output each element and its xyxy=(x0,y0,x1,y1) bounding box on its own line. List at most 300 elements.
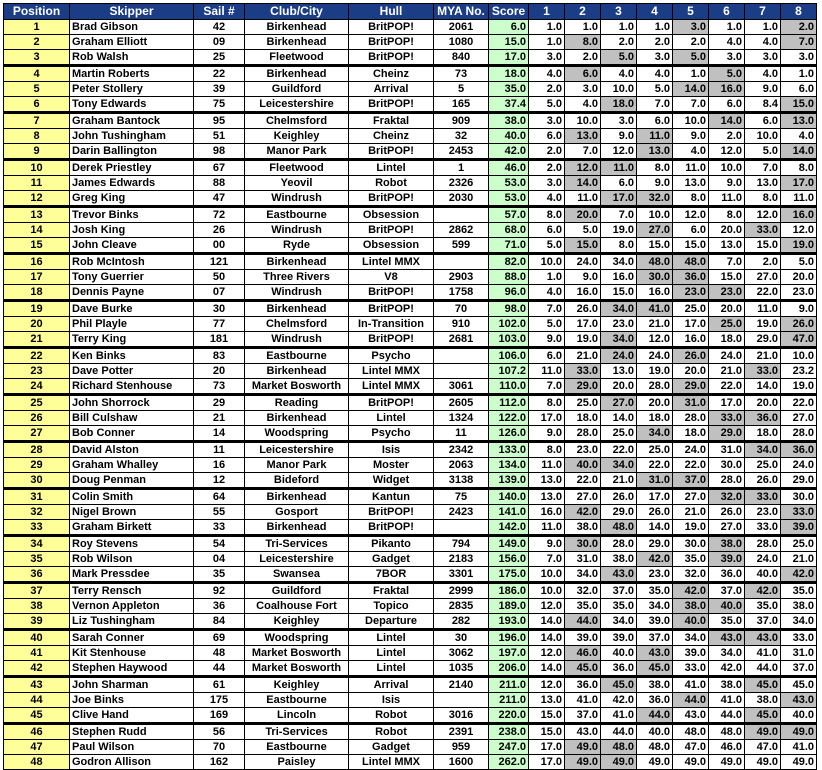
race-1-cell: 11.0 xyxy=(529,364,565,379)
club-city-cell: Manor Park xyxy=(245,144,349,160)
hull-cell: Gadget xyxy=(349,552,434,567)
results-table-container xyxy=(3,3,817,770)
hull-cell: BritPOP! xyxy=(349,50,434,66)
table-row xyxy=(4,223,817,238)
position-cell: 15 xyxy=(4,238,70,254)
position-cell: 14 xyxy=(4,223,70,238)
race-5-cell: 24.0 xyxy=(673,442,709,458)
score-cell: 211.0 xyxy=(489,677,529,693)
column-header-race-6: 6 xyxy=(709,4,745,20)
race-2-cell: 42.0 xyxy=(565,505,601,520)
race-5-cell: 33.0 xyxy=(673,661,709,677)
mya-number-cell: 2391 xyxy=(434,724,489,740)
race-4-cell: 40.0 xyxy=(637,724,673,740)
position-cell: 18 xyxy=(4,285,70,301)
mya-number-cell: 2862 xyxy=(434,223,489,238)
hull-cell: Arrival xyxy=(349,82,434,97)
skipper-cell: Vernon Appleton xyxy=(70,599,194,614)
race-1-cell: 6.0 xyxy=(529,223,565,238)
skipper-cell: John Cleave xyxy=(70,238,194,254)
race-7-cell: 38.0 xyxy=(745,693,781,708)
hull-cell: Widget xyxy=(349,473,434,489)
race-2-cell: 28.0 xyxy=(565,426,601,442)
race-4-cell: 18.0 xyxy=(637,411,673,426)
race-6-cell: 2.0 xyxy=(709,129,745,144)
skipper-cell: Joe Binks xyxy=(70,693,194,708)
hull-cell: Obsession xyxy=(349,207,434,223)
position-cell: 13 xyxy=(4,207,70,223)
sail-number-cell: 22 xyxy=(194,66,245,82)
race-6-cell: 39.0 xyxy=(709,552,745,567)
table-row xyxy=(4,693,817,708)
race-5-cell: 13.0 xyxy=(673,176,709,191)
race-7-cell: 21.0 xyxy=(745,348,781,364)
race-6-cell: 7.0 xyxy=(709,254,745,270)
race-1-cell: 17.0 xyxy=(529,755,565,770)
race-8-cell: 41.0 xyxy=(781,740,817,755)
race-1-cell: 5.0 xyxy=(529,97,565,113)
score-cell: 6.0 xyxy=(489,20,529,35)
hull-cell: Fraktal xyxy=(349,113,434,129)
sail-number-cell: 33 xyxy=(194,520,245,536)
race-7-cell: 14.0 xyxy=(745,379,781,395)
race-3-cell: 28.0 xyxy=(601,536,637,552)
mya-number-cell: 2453 xyxy=(434,144,489,160)
race-7-cell: 33.0 xyxy=(745,489,781,505)
sail-number-cell: 21 xyxy=(194,411,245,426)
skipper-cell: Graham Elliott xyxy=(70,35,194,50)
race-7-cell: 43.0 xyxy=(745,630,781,646)
score-cell: 193.0 xyxy=(489,614,529,630)
table-row xyxy=(4,505,817,520)
hull-cell: BritPOP! xyxy=(349,285,434,301)
race-6-cell: 38.0 xyxy=(709,677,745,693)
race-3-cell: 48.0 xyxy=(601,520,637,536)
column-header-race-7: 7 xyxy=(745,4,781,20)
race-4-cell: 35.0 xyxy=(637,583,673,599)
score-cell: 102.0 xyxy=(489,317,529,332)
race-8-cell: 19.0 xyxy=(781,238,817,254)
race-8-cell: 16.0 xyxy=(781,207,817,223)
race-2-cell: 20.0 xyxy=(565,207,601,223)
race-1-cell: 17.0 xyxy=(529,740,565,755)
score-cell: 122.0 xyxy=(489,411,529,426)
race-6-cell: 33.0 xyxy=(709,411,745,426)
race-4-cell: 44.0 xyxy=(637,708,673,724)
mya-number-cell: 2835 xyxy=(434,599,489,614)
table-row xyxy=(4,442,817,458)
skipper-cell: Dennis Payne xyxy=(70,285,194,301)
race-3-cell: 29.0 xyxy=(601,505,637,520)
race-2-cell: 7.0 xyxy=(565,144,601,160)
race-5-cell: 38.0 xyxy=(673,599,709,614)
skipper-cell: Doug Penman xyxy=(70,473,194,489)
race-3-cell: 9.0 xyxy=(601,129,637,144)
race-7-cell: 9.0 xyxy=(745,82,781,97)
mya-number-cell: 2681 xyxy=(434,332,489,348)
race-8-cell: 3.0 xyxy=(781,50,817,66)
score-cell: 42.0 xyxy=(489,144,529,160)
race-6-cell: 42.0 xyxy=(709,661,745,677)
skipper-cell: Clive Hand xyxy=(70,708,194,724)
race-3-cell: 44.0 xyxy=(601,724,637,740)
race-2-cell: 46.0 xyxy=(565,646,601,661)
hull-cell: Lintel MMX xyxy=(349,755,434,770)
hull-cell: BritPOP! xyxy=(349,20,434,35)
race-6-cell: 13.0 xyxy=(709,238,745,254)
table-row xyxy=(4,661,817,677)
table-row xyxy=(4,583,817,599)
race-2-cell: 39.0 xyxy=(565,630,601,646)
score-cell: 196.0 xyxy=(489,630,529,646)
position-cell: 37 xyxy=(4,583,70,599)
mya-number-cell: 70 xyxy=(434,301,489,317)
race-3-cell: 37.0 xyxy=(601,583,637,599)
skipper-cell: John Sharman xyxy=(70,677,194,693)
race-3-cell: 34.0 xyxy=(601,332,637,348)
column-header-race-1: 1 xyxy=(529,4,565,20)
position-cell: 25 xyxy=(4,395,70,411)
sail-number-cell: 75 xyxy=(194,97,245,113)
table-row xyxy=(4,82,817,97)
score-cell: 156.0 xyxy=(489,552,529,567)
race-2-cell: 1.0 xyxy=(565,20,601,35)
race-4-cell: 32.0 xyxy=(637,191,673,207)
sail-number-cell: 14 xyxy=(194,426,245,442)
position-cell: 28 xyxy=(4,442,70,458)
score-cell: 96.0 xyxy=(489,285,529,301)
race-1-cell: 6.0 xyxy=(529,129,565,144)
skipper-cell: Roy Stevens xyxy=(70,536,194,552)
race-1-cell: 1.0 xyxy=(529,35,565,50)
race-3-cell: 34.0 xyxy=(601,614,637,630)
race-1-cell: 8.0 xyxy=(529,207,565,223)
sail-number-cell: 54 xyxy=(194,536,245,552)
race-1-cell: 14.0 xyxy=(529,661,565,677)
score-cell: 197.0 xyxy=(489,646,529,661)
race-4-cell: 28.0 xyxy=(637,379,673,395)
race-2-cell: 2.0 xyxy=(565,50,601,66)
table-row xyxy=(4,317,817,332)
club-city-cell: Birkenhead xyxy=(245,364,349,379)
race-5-cell: 44.0 xyxy=(673,693,709,708)
race-1-cell: 7.0 xyxy=(529,301,565,317)
hull-cell: BritPOP! xyxy=(349,520,434,536)
score-cell: 17.0 xyxy=(489,50,529,66)
skipper-cell: Rob McIntosh xyxy=(70,254,194,270)
mya-number-cell: 1 xyxy=(434,160,489,176)
mya-number-cell xyxy=(434,348,489,364)
hull-cell: Lintel xyxy=(349,646,434,661)
mya-number-cell: 3138 xyxy=(434,473,489,489)
race-7-cell: 41.0 xyxy=(745,646,781,661)
mya-number-cell: 3301 xyxy=(434,567,489,583)
race-2-cell: 34.0 xyxy=(565,567,601,583)
race-7-cell: 23.0 xyxy=(745,505,781,520)
race-6-cell: 25.0 xyxy=(709,317,745,332)
hull-cell: Lintel xyxy=(349,661,434,677)
hull-cell: V8 xyxy=(349,270,434,285)
sail-number-cell: 95 xyxy=(194,113,245,129)
race-5-cell: 7.0 xyxy=(673,97,709,113)
club-city-cell: Lincoln xyxy=(245,708,349,724)
sail-number-cell: 84 xyxy=(194,614,245,630)
race-3-cell: 19.0 xyxy=(601,223,637,238)
race-5-cell: 49.0 xyxy=(673,755,709,770)
race-4-cell: 15.0 xyxy=(637,238,673,254)
skipper-cell: Tony Edwards xyxy=(70,97,194,113)
score-cell: 220.0 xyxy=(489,708,529,724)
race-8-cell: 43.0 xyxy=(781,693,817,708)
sail-number-cell: 09 xyxy=(194,35,245,50)
club-city-cell: Fleetwood xyxy=(245,50,349,66)
race-4-cell: 5.0 xyxy=(637,82,673,97)
column-header-score: Score xyxy=(489,4,529,20)
race-5-cell: 48.0 xyxy=(673,724,709,740)
race-5-cell: 47.0 xyxy=(673,740,709,755)
club-city-cell: Guildford xyxy=(245,583,349,599)
sail-number-cell: 121 xyxy=(194,254,245,270)
race-6-cell: 3.0 xyxy=(709,50,745,66)
mya-number-cell: 5 xyxy=(434,82,489,97)
race-4-cell: 48.0 xyxy=(637,740,673,755)
race-1-cell: 13.0 xyxy=(529,489,565,505)
hull-cell: 7BOR xyxy=(349,567,434,583)
race-6-cell: 10.0 xyxy=(709,160,745,176)
hull-cell: In-Transition xyxy=(349,317,434,332)
race-7-cell: 29.0 xyxy=(745,332,781,348)
race-4-cell: 1.0 xyxy=(637,20,673,35)
hull-cell: Robot xyxy=(349,176,434,191)
race-7-cell: 24.0 xyxy=(745,552,781,567)
race-6-cell: 14.0 xyxy=(709,113,745,129)
race-1-cell: 7.0 xyxy=(529,379,565,395)
skipper-cell: John Tushingham xyxy=(70,129,194,144)
score-cell: 134.0 xyxy=(489,458,529,473)
skipper-cell: Bill Culshaw xyxy=(70,411,194,426)
race-4-cell: 8.0 xyxy=(637,160,673,176)
score-cell: 139.0 xyxy=(489,473,529,489)
table-row xyxy=(4,270,817,285)
race-7-cell: 18.0 xyxy=(745,426,781,442)
sail-number-cell: 61 xyxy=(194,677,245,693)
race-5-cell: 3.0 xyxy=(673,20,709,35)
race-4-cell: 20.0 xyxy=(637,395,673,411)
table-row xyxy=(4,144,817,160)
race-8-cell: 33.0 xyxy=(781,505,817,520)
table-row xyxy=(4,348,817,364)
mya-number-cell: 73 xyxy=(434,66,489,82)
race-6-cell: 4.0 xyxy=(709,35,745,50)
mya-number-cell xyxy=(434,207,489,223)
table-row xyxy=(4,630,817,646)
race-6-cell: 16.0 xyxy=(709,82,745,97)
race-6-cell: 15.0 xyxy=(709,270,745,285)
sail-number-cell: 36 xyxy=(194,599,245,614)
mya-number-cell: 910 xyxy=(434,317,489,332)
race-2-cell: 45.0 xyxy=(565,661,601,677)
table-row xyxy=(4,50,817,66)
race-7-cell: 8.4 xyxy=(745,97,781,113)
race-2-cell: 16.0 xyxy=(565,285,601,301)
table-row xyxy=(4,677,817,693)
mya-number-cell: 2423 xyxy=(434,505,489,520)
club-city-cell: Birkenhead xyxy=(245,254,349,270)
column-header-race-4: 4 xyxy=(637,4,673,20)
score-cell: 206.0 xyxy=(489,661,529,677)
column-header-race-5: 5 xyxy=(673,4,709,20)
race-8-cell: 9.0 xyxy=(781,301,817,317)
mya-number-cell: 2030 xyxy=(434,191,489,207)
mya-number-cell: 1324 xyxy=(434,411,489,426)
position-cell: 45 xyxy=(4,708,70,724)
race-1-cell: 2.0 xyxy=(529,82,565,97)
race-4-cell: 39.0 xyxy=(637,614,673,630)
race-7-cell: 33.0 xyxy=(745,223,781,238)
race-7-cell: 20.0 xyxy=(745,395,781,411)
sail-number-cell: 00 xyxy=(194,238,245,254)
table-row xyxy=(4,191,817,207)
score-cell: 98.0 xyxy=(489,301,529,317)
race-6-cell: 30.0 xyxy=(709,458,745,473)
skipper-cell: Stephen Haywood xyxy=(70,661,194,677)
race-6-cell: 9.0 xyxy=(709,176,745,191)
sail-number-cell: 175 xyxy=(194,693,245,708)
race-5-cell: 39.0 xyxy=(673,646,709,661)
race-5-cell: 21.0 xyxy=(673,505,709,520)
skipper-cell: Bob Conner xyxy=(70,426,194,442)
score-cell: 37.4 xyxy=(489,97,529,113)
score-cell: 175.0 xyxy=(489,567,529,583)
race-8-cell: 23.0 xyxy=(781,285,817,301)
club-city-cell: Reading xyxy=(245,395,349,411)
race-3-cell: 40.0 xyxy=(601,646,637,661)
hull-cell: Robot xyxy=(349,708,434,724)
mya-number-cell: 840 xyxy=(434,50,489,66)
skipper-cell: Dave Burke xyxy=(70,301,194,317)
club-city-cell: Birkenhead xyxy=(245,66,349,82)
table-row xyxy=(4,20,817,35)
mya-number-cell xyxy=(434,693,489,708)
race-7-cell: 25.0 xyxy=(745,458,781,473)
hull-cell: Arrival xyxy=(349,677,434,693)
club-city-cell: Leicestershire xyxy=(245,97,349,113)
score-cell: 133.0 xyxy=(489,442,529,458)
hull-cell: BritPOP! xyxy=(349,301,434,317)
race-8-cell: 5.0 xyxy=(781,254,817,270)
position-cell: 29 xyxy=(4,458,70,473)
race-5-cell: 43.0 xyxy=(673,708,709,724)
race-2-cell: 27.0 xyxy=(565,489,601,505)
table-row xyxy=(4,740,817,755)
hull-cell: BritPOP! xyxy=(349,191,434,207)
position-cell: 46 xyxy=(4,724,70,740)
column-header-skipper: Skipper xyxy=(70,4,194,20)
sail-number-cell: 42 xyxy=(194,20,245,35)
race-4-cell: 7.0 xyxy=(637,97,673,113)
race-7-cell: 3.0 xyxy=(745,50,781,66)
race-6-cell: 37.0 xyxy=(709,583,745,599)
race-6-cell: 44.0 xyxy=(709,708,745,724)
mya-number-cell xyxy=(434,520,489,536)
race-5-cell: 42.0 xyxy=(673,583,709,599)
race-1-cell: 13.0 xyxy=(529,693,565,708)
race-1-cell: 4.0 xyxy=(529,191,565,207)
skipper-cell: Richard Stenhouse xyxy=(70,379,194,395)
mya-number-cell: 1080 xyxy=(434,35,489,50)
club-city-cell: Market Bosworth xyxy=(245,661,349,677)
race-7-cell: 7.0 xyxy=(745,160,781,176)
race-4-cell: 9.0 xyxy=(637,176,673,191)
sail-number-cell: 16 xyxy=(194,458,245,473)
race-1-cell: 16.0 xyxy=(529,505,565,520)
race-8-cell: 23.2 xyxy=(781,364,817,379)
race-1-cell: 9.0 xyxy=(529,426,565,442)
race-8-cell: 34.0 xyxy=(781,614,817,630)
race-8-cell: 37.0 xyxy=(781,661,817,677)
race-7-cell: 4.0 xyxy=(745,66,781,82)
race-1-cell: 12.0 xyxy=(529,599,565,614)
race-6-cell: 17.0 xyxy=(709,395,745,411)
sail-number-cell: 67 xyxy=(194,160,245,176)
hull-cell: Kantun xyxy=(349,489,434,505)
mya-number-cell: 1035 xyxy=(434,661,489,677)
race-7-cell: 33.0 xyxy=(745,520,781,536)
club-city-cell: Manor Park xyxy=(245,458,349,473)
race-5-cell: 19.0 xyxy=(673,520,709,536)
club-city-cell: Three Rivers xyxy=(245,270,349,285)
table-row xyxy=(4,160,817,176)
sail-number-cell: 11 xyxy=(194,442,245,458)
race-5-cell: 37.0 xyxy=(673,473,709,489)
race-8-cell: 8.0 xyxy=(781,160,817,176)
race-4-cell: 16.0 xyxy=(637,285,673,301)
race-4-cell: 4.0 xyxy=(637,66,673,82)
club-city-cell: Gosport xyxy=(245,505,349,520)
race-8-cell: 11.0 xyxy=(781,191,817,207)
sail-number-cell: 77 xyxy=(194,317,245,332)
race-3-cell: 34.0 xyxy=(601,254,637,270)
sail-number-cell: 25 xyxy=(194,50,245,66)
race-1-cell: 7.0 xyxy=(529,552,565,567)
race-8-cell: 30.0 xyxy=(781,489,817,505)
position-cell: 33 xyxy=(4,520,70,536)
race-8-cell: 12.0 xyxy=(781,223,817,238)
race-1-cell: 5.0 xyxy=(529,317,565,332)
skipper-cell: Graham Birkett xyxy=(70,520,194,536)
skipper-cell: Tony Guerrier xyxy=(70,270,194,285)
race-7-cell: 5.0 xyxy=(745,144,781,160)
sail-number-cell: 35 xyxy=(194,567,245,583)
race-2-cell: 26.0 xyxy=(565,301,601,317)
race-7-cell: 27.0 xyxy=(745,270,781,285)
mya-number-cell: 3061 xyxy=(434,379,489,395)
race-2-cell: 13.0 xyxy=(565,129,601,144)
club-city-cell: Birkenhead xyxy=(245,411,349,426)
position-cell: 24 xyxy=(4,379,70,395)
table-row xyxy=(4,755,817,770)
club-city-cell: Birkenhead xyxy=(245,35,349,50)
column-header-race-2: 2 xyxy=(565,4,601,20)
race-4-cell: 30.0 xyxy=(637,270,673,285)
race-1-cell: 15.0 xyxy=(529,708,565,724)
race-6-cell: 20.0 xyxy=(709,301,745,317)
sail-number-cell: 72 xyxy=(194,207,245,223)
race-1-cell: 6.0 xyxy=(529,348,565,364)
race-1-cell: 14.0 xyxy=(529,630,565,646)
club-city-cell: Fleetwood xyxy=(245,160,349,176)
position-cell: 3 xyxy=(4,50,70,66)
